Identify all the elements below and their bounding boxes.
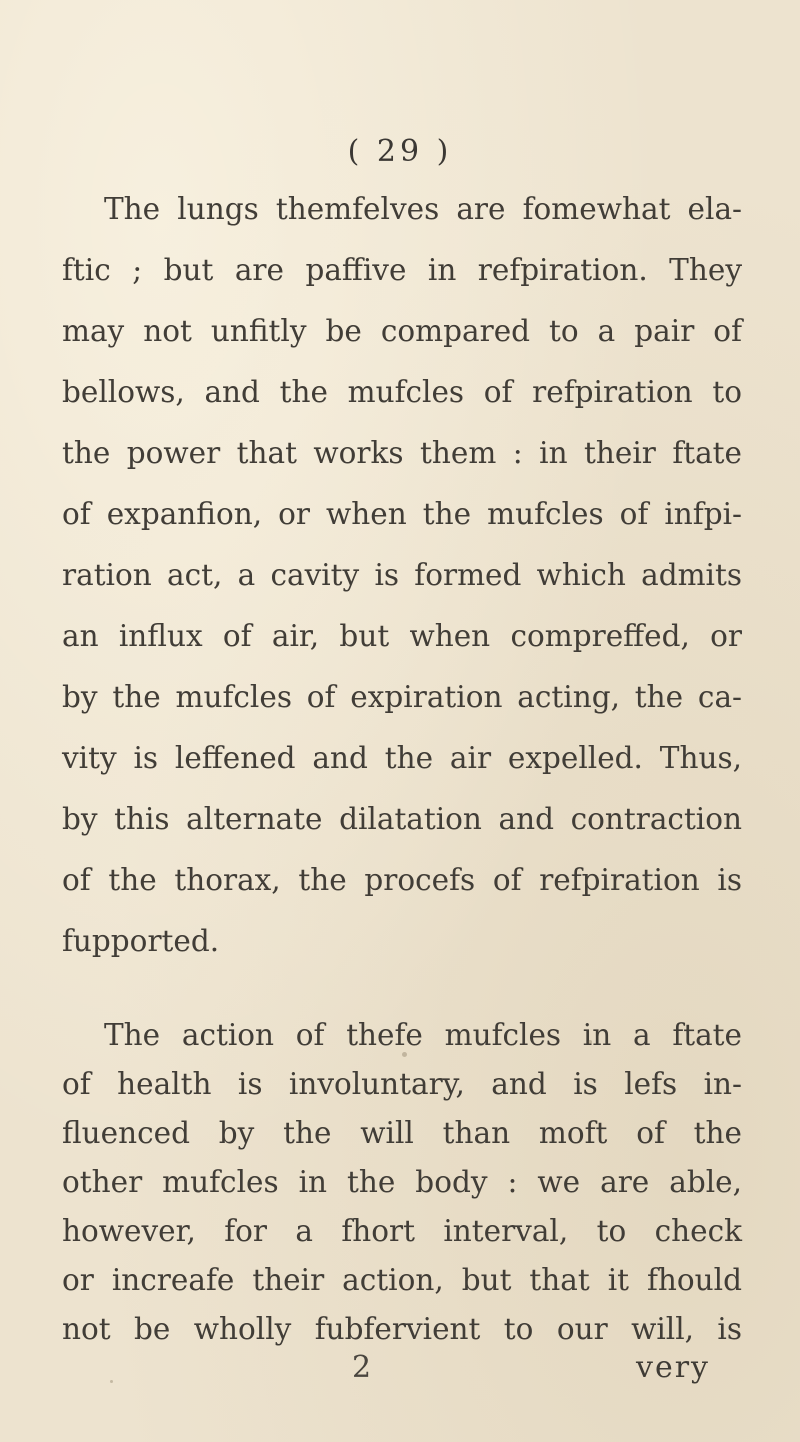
text-line: ftic ; but are paffive in refpiration. They — [62, 253, 742, 287]
text-line: by this alternate dilatation and contraction — [62, 802, 742, 836]
paper-speck — [402, 1052, 407, 1057]
text-line: ration act, a cavity is formed which admits — [62, 558, 742, 592]
text-line: an influx of air, but when compreffed, or — [62, 619, 742, 653]
text-line: of health is involuntary, and is lefs in- — [62, 1067, 742, 1101]
text-line: fluenced by the will than moft of the — [62, 1116, 742, 1150]
text-line: may not unfitly be compared to a pair of — [62, 314, 742, 348]
catchword: very — [636, 1350, 710, 1385]
paper-speck — [110, 1380, 113, 1383]
page-number: ( 29 ) — [347, 134, 453, 169]
signature-mark: 2 — [352, 1350, 372, 1385]
text-line: The lungs themfelves are fomewhat ela- — [104, 192, 742, 226]
text-line: other mufcles in the body : we are able, — [62, 1165, 742, 1199]
text-line: fupported. — [62, 924, 220, 958]
paper-speck — [588, 1040, 592, 1044]
text-line: by the mufcles of expiration acting, the ca- — [62, 680, 742, 714]
text-line: not be wholly fubfervient to our will, is — [62, 1312, 742, 1346]
text-line: of the thorax, the procefs of refpiration is — [62, 863, 742, 897]
text-line: The action of thefe mufcles in a ftate — [104, 1018, 742, 1052]
text-line: however, for a fhort interval, to check — [62, 1214, 742, 1248]
text-line: or increafe their action, but that it fhould — [62, 1263, 742, 1297]
text-line: vity is leffened and the air expelled. Thus, — [62, 741, 742, 775]
text-line: bellows, and the mufcles of refpiration to — [62, 375, 742, 409]
text-line: of expanfion, or when the mufcles of infpi- — [62, 497, 742, 531]
text-line: the power that works them : in their ftate — [62, 436, 742, 470]
